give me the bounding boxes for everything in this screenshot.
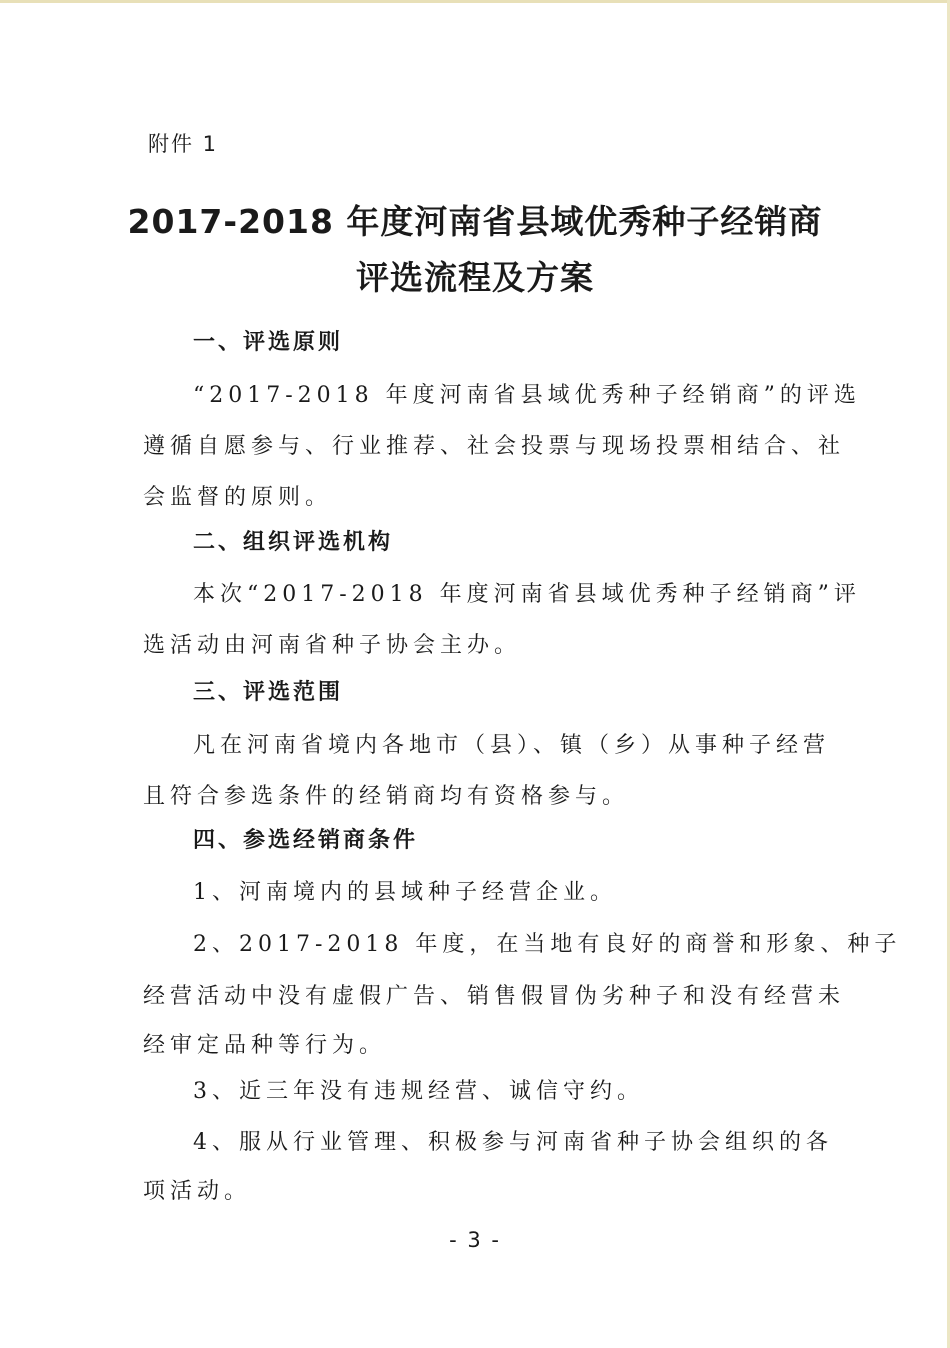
attachment-label: 附件 1: [148, 132, 219, 156]
condition-item-3: 3、近三年没有违规经营、诚信守约。: [193, 1079, 644, 1104]
paragraph-line: 本次“2017-2018 年度河南省县域优秀种子经销商”评: [193, 582, 861, 607]
page-number: - 3 -: [449, 1228, 501, 1252]
paragraph-line: 遵循自愿参与、行业推荐、社会投票与现场投票相结合、社: [143, 434, 846, 459]
paragraph-line: 会监督的原则。: [143, 485, 333, 510]
paragraph-line: 选活动由河南省种子协会主办。: [143, 633, 522, 658]
section-heading-principles: 一、评选原则: [193, 330, 344, 355]
paragraph-line: 经营活动中没有虚假广告、销售假冒伪劣种子和没有经营未: [143, 984, 846, 1009]
paragraph-line: “2017-2018 年度河南省县域优秀种子经销商”的评选: [193, 383, 861, 408]
document-title-line-2: 评选流程及方案: [356, 258, 594, 297]
section-heading-scope: 三、评选范围: [193, 680, 344, 705]
section-heading-organizer: 二、组织评选机构: [193, 530, 394, 555]
condition-item-4: 4、服从行业管理、积极参与河南省种子协会组织的各: [193, 1130, 833, 1155]
paragraph-line: 项活动。: [143, 1179, 252, 1204]
document-title-line-1: 2017-2018 年度河南省县域优秀种子经销商: [127, 202, 823, 241]
paragraph-line: 凡在河南省境内各地市（县）、镇（乡）从事种子经营: [193, 733, 831, 758]
section-heading-conditions: 四、参选经销商条件: [193, 828, 419, 853]
condition-item-1: 1、河南境内的县域种子经营企业。: [193, 880, 617, 905]
paragraph-line: 经审定品种等行为。: [143, 1033, 387, 1058]
condition-item-2: 2、2017-2018 年度，在当地有良好的商誉和形象、种子: [193, 932, 902, 957]
paragraph-line: 且符合参选条件的经销商均有资格参与。: [143, 784, 630, 809]
scan-edge-top: [0, 0, 950, 3]
